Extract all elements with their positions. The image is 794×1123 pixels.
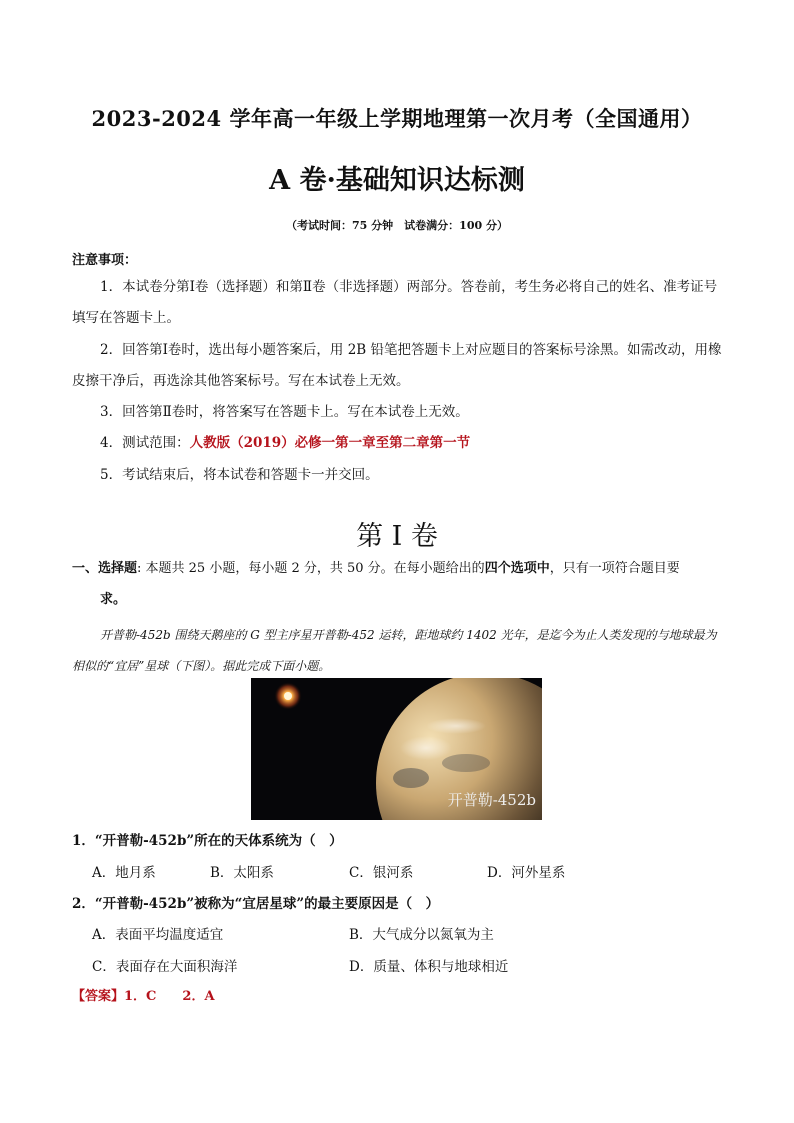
- ocean-patch: [442, 754, 490, 772]
- planet-image: [251, 678, 542, 820]
- q2-option-d: D．质量、体积与地球相近: [349, 959, 509, 975]
- answer-key: 【答案】1．C 2．A: [72, 989, 215, 1004]
- star-core: [284, 692, 292, 700]
- section-intro: [72, 553, 724, 615]
- notes-title: 注意事项：: [72, 253, 138, 268]
- q2-option-c: C．表面存在大面积海洋: [92, 959, 238, 975]
- q1-option-c: C．银河系: [349, 865, 414, 881]
- question-1: 1．“开普勒-452b”所在的天体系统为（ ）: [72, 833, 343, 849]
- q2-option-b: B．大气成分以氮氧为主: [349, 927, 494, 943]
- note-item-5: 5．考试结束后，将本试卷和答题卡一并交回。: [100, 467, 379, 483]
- ocean-patch: [393, 768, 429, 788]
- page-subtitle: A 卷·基础知识达标测: [269, 165, 525, 196]
- exam-info: （考试时间：75 分钟 试卷满分：100 分）: [286, 219, 508, 232]
- note-item-4: [72, 428, 724, 459]
- section-intro-line-2: 求。: [100, 592, 127, 607]
- question-2: 2．“开普勒-452b”被称为“宜居星球”的最主要原因是（ ）: [72, 896, 440, 912]
- q1-option-d: D．河外星系: [487, 865, 566, 881]
- note-item-4-prefix: 4．测试范围：: [100, 435, 190, 451]
- q1-option-a: A．地月系: [92, 865, 156, 881]
- cloud-band: [426, 718, 486, 734]
- note-item-3: 3．回答第Ⅱ卷时，将答案写在答题卡上。写在本试卷上无效。: [100, 404, 469, 420]
- section-title: 第 I 卷: [356, 521, 438, 552]
- section-intro-bold-2: 四个选项中: [484, 561, 550, 576]
- note-item-1: 1．本试卷分第Ⅰ卷（选择题）和第Ⅱ卷（非选择题）两部分。答卷前，考生务必将自己的姓名、准考证号填写在答题卡上。: [72, 279, 718, 326]
- q2-option-a: A．表面平均温度适宜: [92, 927, 224, 943]
- question-stem: 开普勒-452b 围绕天鹅座的 G 型主序星开普勒-452 运转，距地球约 1402 光年，是迄今为止人类发现的与地球最为相似的“宜居”星球（下图）。据此完成下面小题。: [72, 628, 717, 673]
- section-intro-rest-a: : 本题共 25 小题，每小题 2 分，共 50 分。在每小题给出的: [137, 561, 485, 576]
- section-intro-rest-b: ，只有一项符合题目要: [549, 561, 680, 576]
- test-range: 人教版（2019）必修一第一章至第二章第一节: [189, 435, 471, 451]
- page-title: 2023-2024 学年高一年级上学期地理第一次月考（全国通用）: [91, 106, 703, 131]
- figure-caption: 开普勒-452b: [447, 791, 536, 809]
- note-item-2: 2．回答第Ⅰ卷时，选出每小题答案后，用 2B 铅笔把答题卡上对应题目的答案标号涂黑。如需改动，用橡皮擦干净后，再选涂其他答案标号。写在本试卷上无效。: [72, 342, 722, 389]
- cloud-band: [400, 736, 452, 760]
- section-intro-bold: 一、选择题: [72, 561, 138, 576]
- q1-option-b: B．太阳系: [210, 865, 274, 881]
